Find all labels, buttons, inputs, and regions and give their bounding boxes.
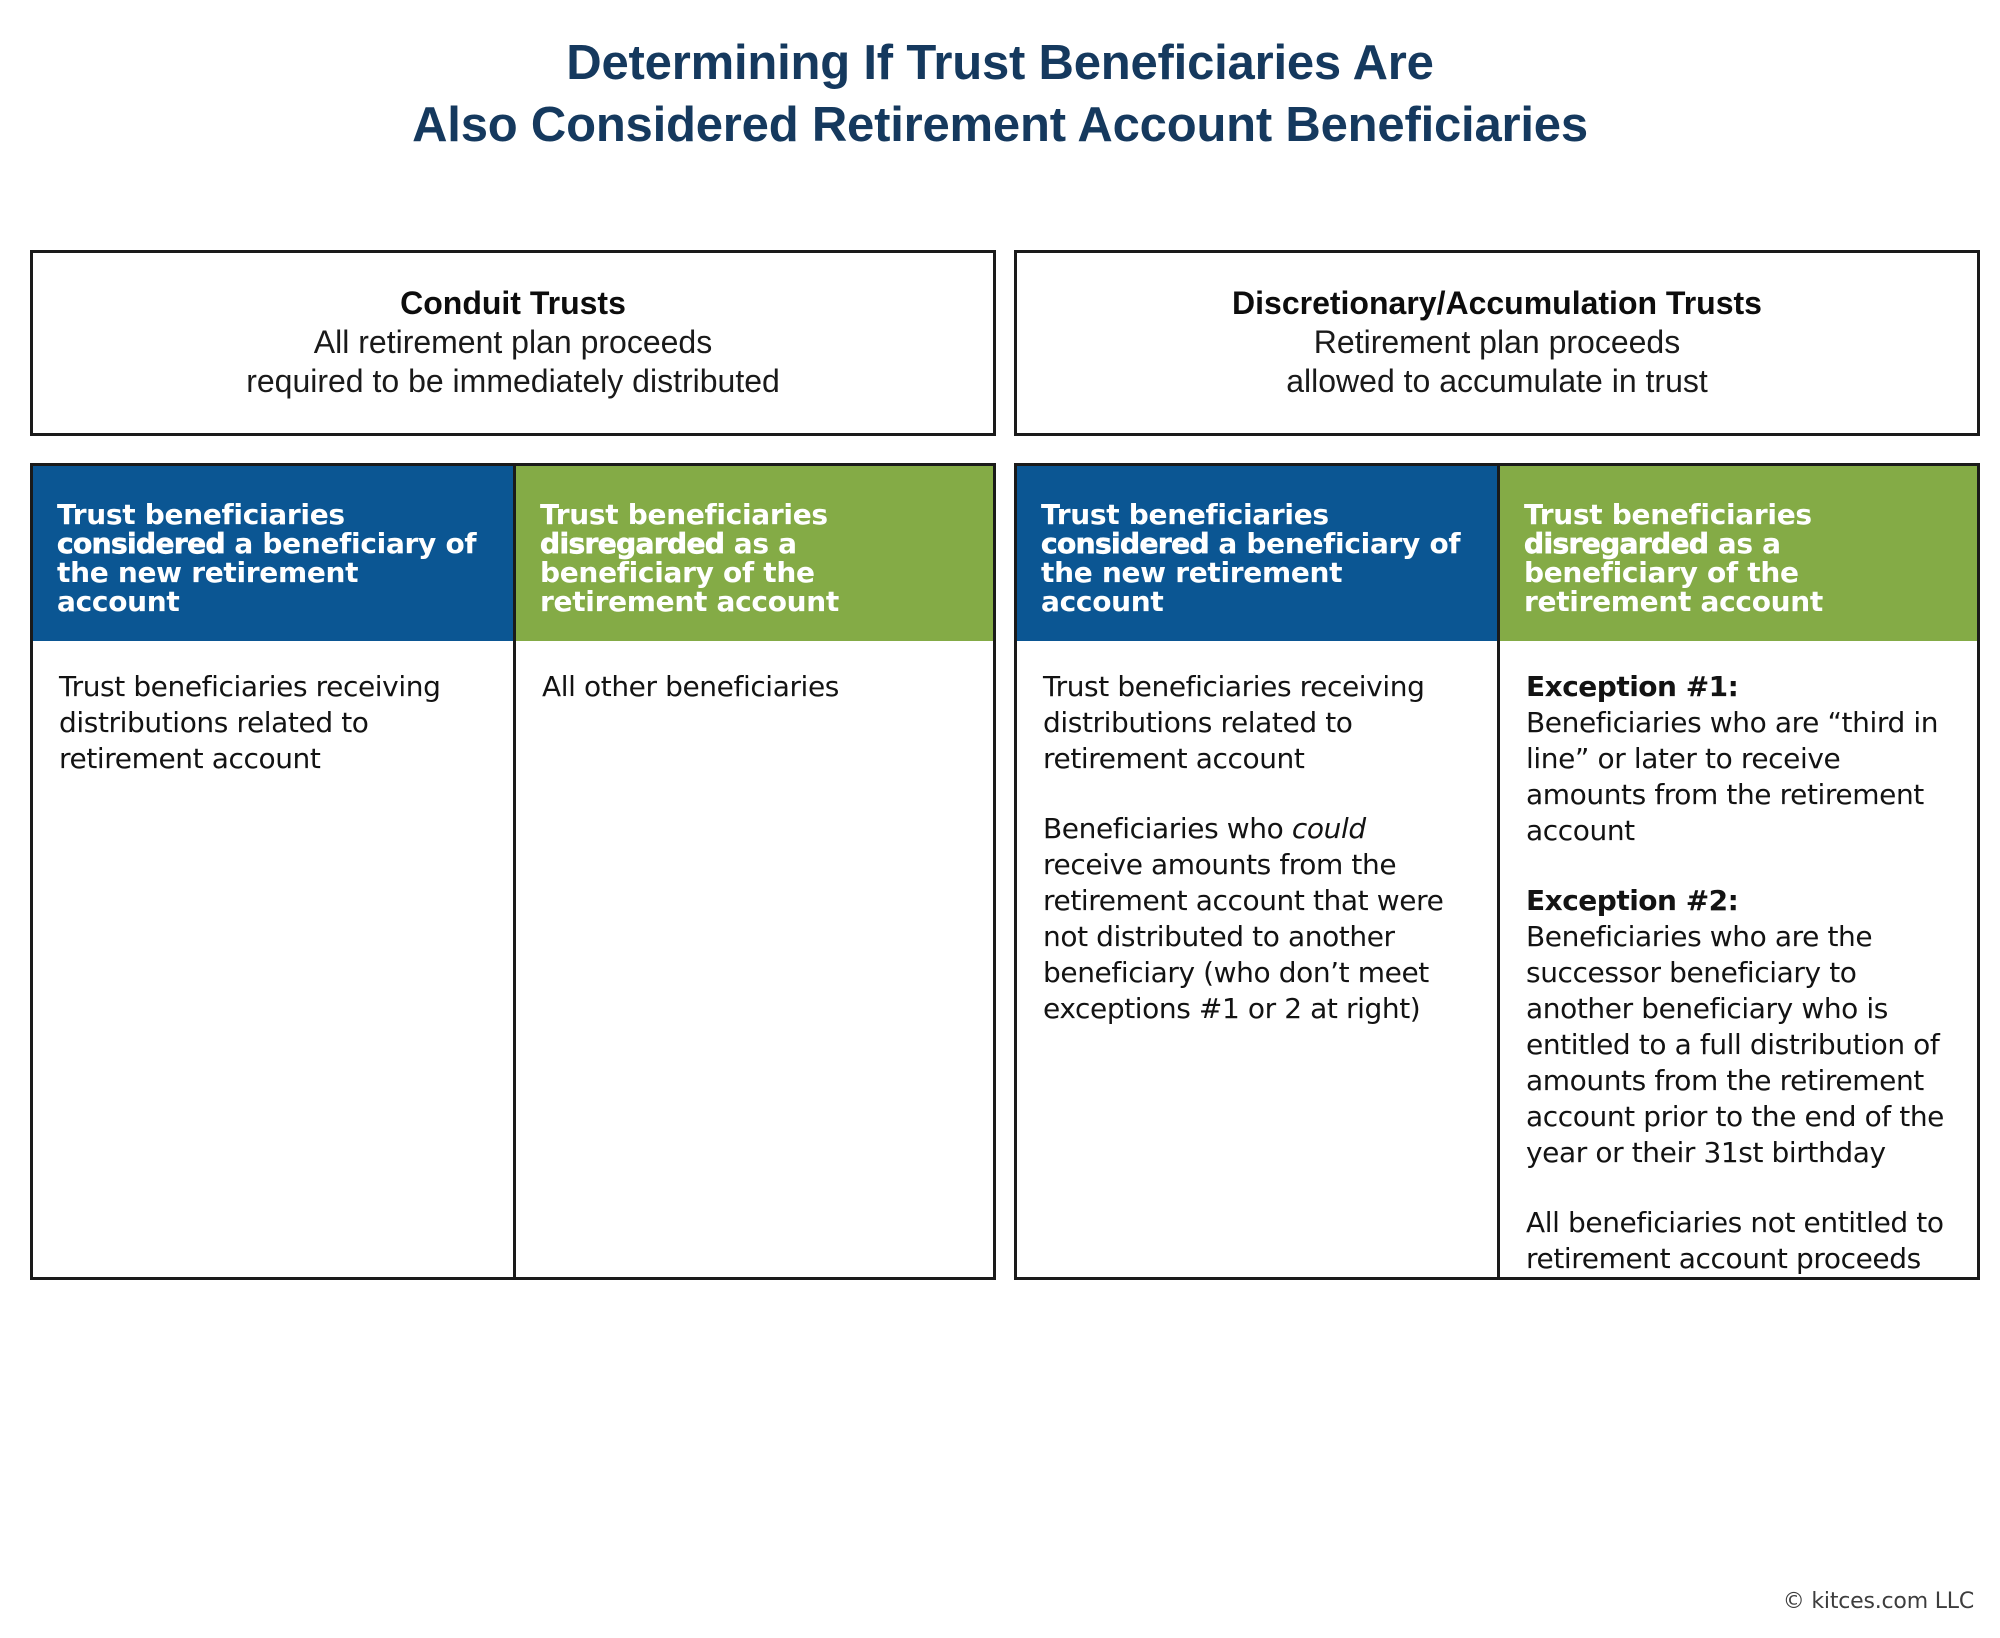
band-post-text: as a beneficiary of the retirement account — [1524, 527, 1823, 618]
group-header-box-conduit — [30, 250, 996, 436]
page-title — [0, 32, 2000, 156]
body-paragraph — [1043, 669, 1471, 777]
group-spacer-conduit — [30, 436, 996, 463]
page-title-line-1: Determining If Trust Beneficiaries Are — [566, 36, 1434, 90]
group-header-title-conduit: Conduit Trusts — [400, 285, 626, 321]
column-body-considered-conduit — [33, 641, 513, 1277]
group-spacer-discretionary — [1014, 436, 1980, 463]
group-conduit-trusts — [30, 250, 996, 1280]
paragraph-pre: Trust beneficiaries receiving distributions related to retirement account — [1043, 670, 1425, 775]
table-body-row-discretionary — [1017, 641, 1977, 1277]
page-title-line-2: Also Considered Retirement Account Beneficiaries — [412, 98, 1588, 152]
band-post-text: as a beneficiary of the retirement account — [540, 527, 839, 618]
body-paragraph — [542, 669, 967, 705]
band-pre-text: Trust beneficiaries — [57, 498, 345, 531]
column-header-considered-discretionary — [1017, 466, 1497, 641]
group-header-subtitle-line2-discretionary: allowed to accumulate in trust — [1286, 363, 1708, 399]
band-post-text: a beneficiary of the new retirement account — [1041, 527, 1461, 618]
body-paragraph — [1526, 883, 1951, 1171]
table-header-row-discretionary — [1017, 466, 1977, 641]
band-post-text: a beneficiary of the new retirement account — [57, 527, 477, 618]
band-emphasis-considered: considered — [57, 527, 225, 560]
body-paragraph — [59, 669, 487, 777]
group-discretionary-accumulation-trusts — [1014, 250, 1980, 1280]
group-header-subtitle-line1-conduit: All retirement plan proceeds — [313, 324, 713, 360]
band-emphasis-disregarded: disregarded — [1524, 527, 1709, 560]
group-header-subtitle-line2-conduit: required to be immediately distributed — [246, 363, 780, 399]
column-header-considered-conduit — [33, 466, 513, 641]
paragraph-pre: All other beneficiaries — [542, 670, 839, 703]
comparison-table-conduit — [30, 463, 996, 1280]
band-pre-text: Trust beneficiaries — [540, 498, 828, 531]
trust-comparison-groups — [30, 250, 1980, 1280]
paragraph-lead: Exception #1: — [1526, 670, 1739, 703]
column-body-disregarded-discretionary — [1497, 641, 1977, 1277]
paragraph-post: receive amounts from the retirement account that were not distributed to another beneficiary (who don’t meet exceptions #1 or 2 at right) — [1043, 848, 1444, 1025]
group-header-box-discretionary — [1014, 250, 1980, 436]
column-header-disregarded-conduit — [513, 466, 993, 641]
paragraph-emphasis: could — [1291, 812, 1366, 845]
column-header-text-considered-discretionary — [1041, 500, 1473, 616]
paragraph-pre: Beneficiaries who are the successor beneficiary to another beneficiary who is entitled to a full distribution of amounts from the retirement account prior to the end of the year or their 31st birthday — [1526, 920, 1945, 1169]
column-header-text-considered-conduit — [57, 500, 489, 616]
group-header-subtitle-line1-discretionary: Retirement plan proceeds — [1313, 324, 1681, 360]
group-header-title-discretionary: Discretionary/Accumulation Trusts — [1232, 285, 1762, 321]
body-paragraph — [1526, 669, 1951, 849]
band-emphasis-considered: considered — [1041, 527, 1209, 560]
body-paragraph — [1526, 1205, 1951, 1277]
paragraph-pre: Trust beneficiaries receiving distributions related to retirement account — [59, 670, 441, 775]
paragraph-pre: Beneficiaries who are “third in line” or later to receive amounts from the retirement account — [1526, 706, 1939, 847]
table-body-row-conduit — [33, 641, 993, 1277]
column-body-disregarded-conduit — [513, 641, 993, 1277]
band-pre-text: Trust beneficiaries — [1524, 498, 1812, 531]
table-header-row-conduit — [33, 466, 993, 641]
footer-copyright: © kitces.com LLC — [1782, 1589, 1974, 1614]
paragraph-lead: Exception #2: — [1526, 884, 1739, 917]
column-header-text-disregarded-conduit — [540, 500, 969, 616]
column-body-considered-discretionary — [1017, 641, 1497, 1277]
band-pre-text: Trust beneficiaries — [1041, 498, 1329, 531]
comparison-table-discretionary — [1014, 463, 1980, 1280]
paragraph-pre: All beneficiaries not entitled to retirement account proceeds — [1526, 1206, 1944, 1275]
column-header-disregarded-discretionary — [1497, 466, 1977, 641]
paragraph-pre: Beneficiaries who — [1043, 812, 1292, 845]
band-emphasis-disregarded: disregarded — [540, 527, 725, 560]
body-paragraph — [1043, 811, 1471, 1027]
column-header-text-disregarded-discretionary — [1524, 500, 1953, 616]
